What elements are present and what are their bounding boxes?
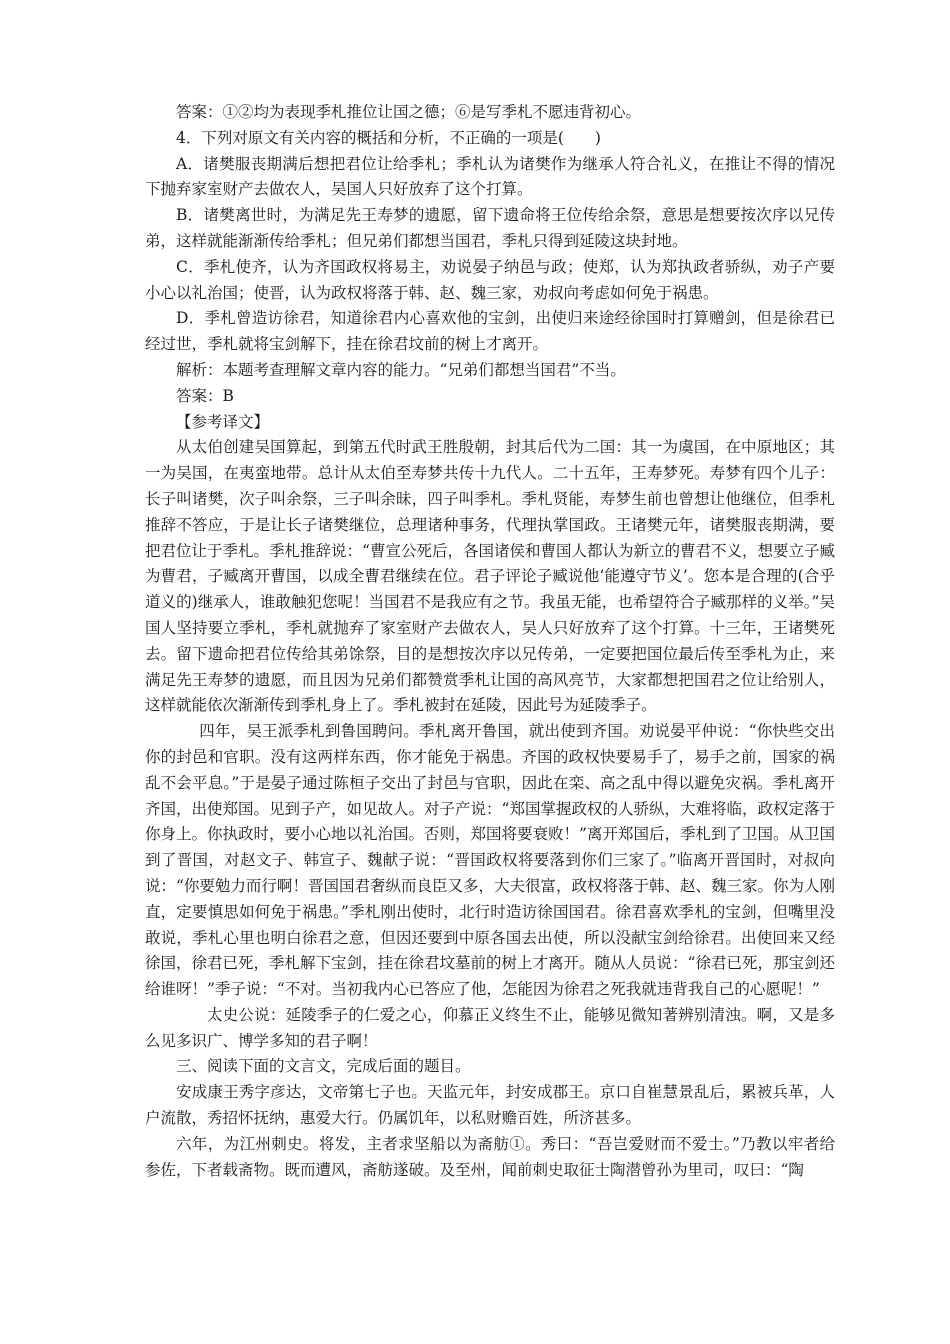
translation-paragraph-1: 从太伯创建吴国算起，到第五代时武王胜殷朝，封其后代为二国：其一为虞国，在中原地区；其一为吴国，在夷蛮地带。总计从太伯至寿梦共传十九代人。二十五年，王寿梦死。寿梦有四个儿子：长子叫诸樊，次子叫余祭，三子叫余昧，四子叫季札。季札贤能，寿梦生前也曾想让他继位，但季札推辞不答应，于是让长子诸樊继位，总理诸种事务，代理执掌国政。王诸樊元年，诸樊服丧期满，要把君位让于季札。季札推辞说：“曹宣公死后，各国诸侯和曹国人都认为新立的曹君不义，想要立子臧为曹君，子臧离开曹国，以成全曹君继续在位。君子评论子臧说他‘能遵守节义’。您本是合理的(合乎道义的)继承人，谁敢触犯您呢！当国君不是我应有之节。我虽无能，也希望符合子臧那样的义举。”吴国人坚持要立季札，季札就抛弃了家室财产去做农人，吴人只好放弃了这个打算。十三年，王诸樊死去。留下遗命把君位传给其弟馀祭，目的是想按次序以兄传弟，一定要把国位最后传至季札为止，来满足先王寿梦的遗愿，而且因为兄弟们都赞赏季札让国的高风亮节，大家都想把国君之位让给别人，这样就能依次渐渐传到季札身上了。季札被封在延陵，因此号为延陵季子。 [145,438,835,715]
analysis-4: 解析：本题考查理解文章内容的能力。“兄弟们都想当国君”不当。 [176,360,626,379]
option-d: D．季札曾造访徐君，知道徐君内心喜欢他的宝剑，出使归来途经徐国时打算赠剑，但是徐君已经过世，季札就将宝剑解下，挂在徐君坟前的树上才离开。 [145,309,835,354]
question-4: 4．下列对原文有关内容的概括和分析，不正确的一项是( ) [176,128,601,147]
answer-line-3: 答案：①②均为表现季札推位让国之德；⑥是写季札不愿违背初心。 [176,103,642,121]
classical-text-paragraph-1: 安成康王秀字彦达，文帝第七子也。天监元年，封安成郡王。京口自崔慧景乱后，累被兵革，人户流散，秀招怀抚纳，惠爱大行。仍属饥年，以私财赡百姓，所济甚多。 [145,1083,835,1128]
option-c: C．季札使齐，认为齐国政权将易主，劝说晏子纳邑与政；使郑，认为郑执政者骄纵，劝子产要小心以礼治国；使晋，认为政权将落于韩、赵、魏三家，劝叔向考虑如何免于祸患。 [145,257,835,302]
answer-4: 答案：B [176,386,234,405]
option-a: A．诸樊服丧期满后想把君位让给季札；季札认为诸樊作为继承人符合礼义，在推让不得的情况下抛弃家室财产去做农人，吴国人只好放弃了这个打算。 [145,154,835,199]
translation-paragraph-2: 四年，吴王派季札到鲁国聘问。季札离开鲁国，就出使到齐国。劝说晏平仲说：“你快些交出你的封邑和官职。没有这两样东西，你才能免于祸患。齐国的政权快要易手了，易手之前，国家的祸乱不会平息。”于是晏子通过陈桓子交出了封邑与官职，因此在栾、高之乱中得以避免灾祸。季札离开齐国，出使郑国。见到子产，如见故人。对子产说：“郑国掌握政权的人骄纵，大难将临，政权定落于你身上。你执政时，要小心地以礼治国。否则，郑国将要衰败！”离开郑国后，季札到了卫国。从卫国到了晋国，对赵文子、韩宣子、魏献子说：“晋国政权将要落到你们三家了。”临离开晋国时，对叔向说：“你要勉力而行啊！晋国国君奢纵而良臣又多，大夫很富，政权将落于韩、赵、魏三家。你为人刚直，定要慎思如何免于祸患。”季札刚出使时，北行时造访徐国国君。徐君喜欢季札的宝剑，但嘴里没敢说，季札心里也明白徐君之意，但因还要到中原各国去出使，所以没献宝剑给徐君。出使回来又经徐国，徐君已死，季札解下宝剑，挂在徐君坟墓前的树上才离开。随从人员说：“徐君已死，那宝剑还给谁呀！”季子说：“不对。当初我内心已答应了他，怎能因为徐君之死我就违背我自己的心愿呢！” [145,722,835,999]
option-b: B．诸樊离世时，为满足先王寿梦的遗愿，留下遗命将王位传给余祭，意思是想要按次序以兄传弟，这样就能渐渐传给季札；但兄弟们都想当国君，季札只得到延陵这块封地。 [145,206,835,250]
section-three-heading: 三、阅读下面的文言文，完成后面的题目。 [176,1057,471,1076]
translation-paragraph-3: 太史公说：延陵季子的仁爱之心，仰慕正义终生不止，能够见微知著辨别清浊。啊，又是多么见多识广、博学多知的君子啊！ [145,1005,835,1050]
document-body [145,100,835,1183]
translation-heading: 【参考译文】 [176,412,270,431]
classical-text-paragraph-2: 六年，为江州刺史。将发，主者求坚船以为斋舫①。秀曰：“吾岂爱财而不爱士。”乃教以牢者给参佐，下者载斋物。既而遭风，斋舫遂破。及至州，闻前刺史取征士陶潜曾孙为里司，叹曰：“陶 [145,1134,835,1179]
